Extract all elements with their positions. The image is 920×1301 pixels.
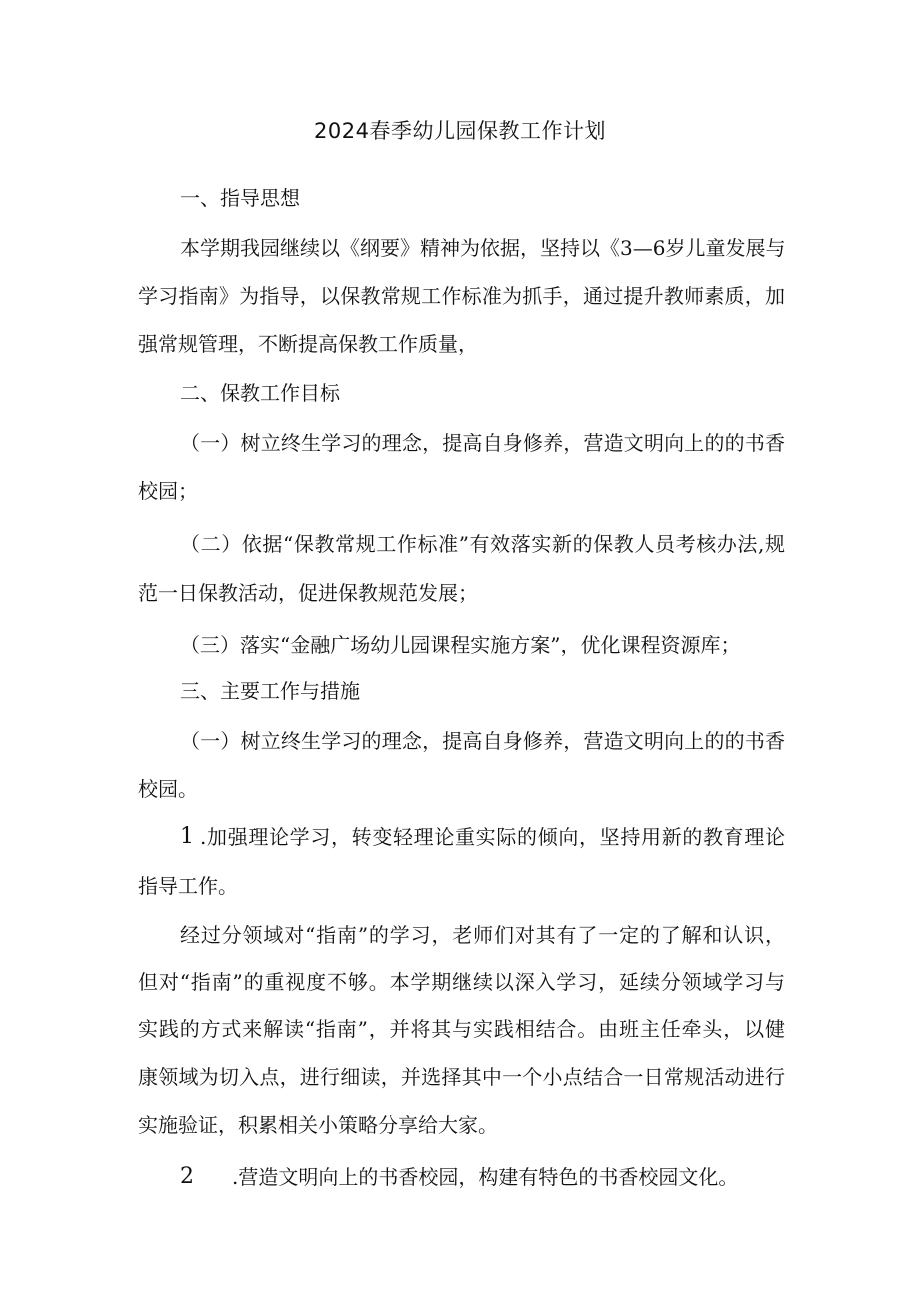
item-number-1: 1 <box>180 824 194 849</box>
paragraph-line: 强常规管理，不断提高保教工作质量， <box>138 332 478 356</box>
measure-sub1-line: （一）树立终生学习的理念，提高自身修养，营造文明向上的的书香 <box>180 729 785 753</box>
section-heading-guiding-ideology: 一、指导思想 <box>180 186 300 210</box>
item-2-line: .营造文明向上的书香校园，构建有特色的书香校园文化。 <box>232 1165 739 1189</box>
paragraph-line: 学习指南》为指导，以保教常规工作标准为抓手，通过提升教师素质，加 <box>138 284 785 308</box>
item-1-line: 指导工作。 <box>138 874 238 898</box>
section-heading-goals: 二、保教工作目标 <box>180 381 340 405</box>
section-heading-measures: 三、主要工作与措施 <box>180 679 360 703</box>
body-paragraph-line: 实施验证，积累相关小策略分享给大家。 <box>138 1113 498 1137</box>
body-paragraph-line: 但对“指南”的重视度不够。本学期继续以深入学习，延续分领域学习与 <box>138 970 785 994</box>
body-paragraph-line: 经过分领域对“指南”的学习，老师们对其有了一定的了解和认识， <box>180 923 785 947</box>
goal-1-line: 校园； <box>138 479 198 503</box>
item-1-line: .加强理论学习，转变轻理论重实际的倾向，坚持用新的教育理论 <box>200 825 785 849</box>
goal-2-line: （二）依据“保教常规工作标准”有效落实新的保教人员考核办法,规 <box>180 532 785 556</box>
goal-3-line: （三）落实“金融广场幼儿园课程实施方案”，优化课程资源库； <box>180 633 741 657</box>
document-title: 2024春季幼儿园保教工作计划 <box>314 119 606 143</box>
goal-2-line: 范一日保教活动，促进保教规范发展； <box>138 581 478 605</box>
item-number-2: 2 <box>180 1164 194 1189</box>
measure-sub1-line: 校园。 <box>138 777 198 801</box>
paragraph-line: 本学期我园继续以《纲要》精神为依据，坚持以《3—6岁儿童发展与 <box>180 236 786 260</box>
body-paragraph-line: 康领域为切入点，进行细读，并选择其中一个小点结合一日常规活动进行 <box>138 1065 785 1089</box>
goal-1-line: （一）树立终生学习的理念，提高自身修养，营造文明向上的的书香 <box>180 431 785 455</box>
body-paragraph-line: 实践的方式来解读“指南”，并将其与实践相结合。由班主任牵头，以健 <box>138 1017 785 1041</box>
